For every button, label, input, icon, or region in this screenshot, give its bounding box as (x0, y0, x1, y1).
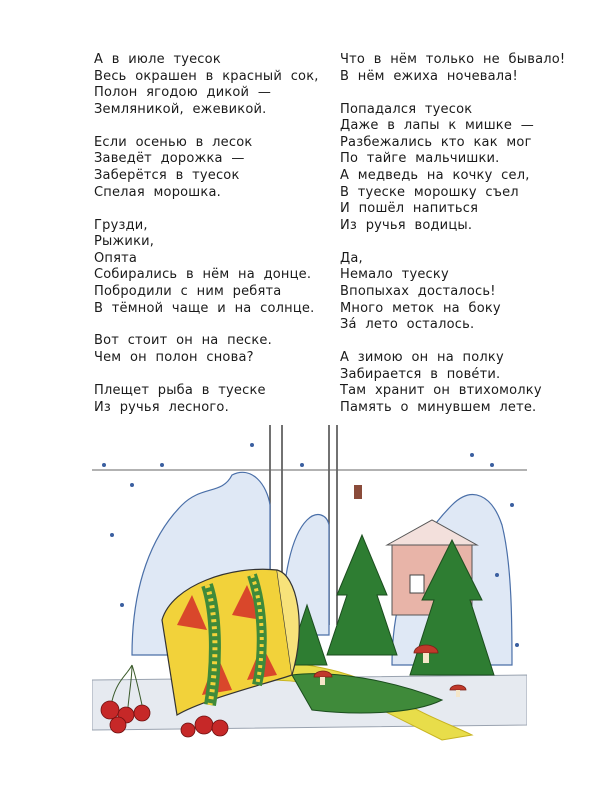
poem-line: Память о минувшем лете. (340, 399, 537, 415)
stanza (94, 135, 314, 201)
poem-column-right (340, 52, 566, 433)
stanza (340, 251, 560, 334)
poem-line: Собирались в нём на донце. (94, 267, 312, 283)
poem-line: Много меток на боку (340, 300, 501, 316)
poem-line: Заберётся в туесок (94, 167, 240, 183)
poem-column-left (94, 52, 319, 433)
poem-line: Немало туеску (340, 267, 449, 283)
poem-line: Даже в лапы к мишке — (340, 118, 534, 134)
stanza (340, 350, 560, 416)
poem-line: Земляникой, ежевикой. (94, 101, 267, 117)
poem-line: За́ лето осталось. (340, 317, 475, 333)
poem-line: Весь окрашен в красный сок, (94, 68, 319, 84)
tuesok-illustration (92, 425, 527, 750)
poem-line: По тайге мальчишки. (340, 151, 500, 167)
poem-line: В тёмной чаще и на солнце. (94, 300, 315, 316)
stanza (94, 333, 314, 366)
poem-line: И пошёл напиться (340, 201, 479, 217)
stanza (94, 218, 314, 318)
poem-line: Заведёт дорожка — (94, 151, 245, 167)
poem-line: Впопыхах досталось! (340, 283, 496, 299)
poem-line: Полон ягодою дикой — (94, 85, 272, 101)
poem-line: Там хранит он втихомолку (340, 383, 542, 399)
poem-line: Побродили с ним ребята (94, 283, 282, 299)
poem-line: Плещет рыба в туеске (94, 383, 266, 399)
stanza (340, 102, 560, 235)
poem-line: Что в нём только не бывало! (340, 52, 566, 67)
poem-line: Опята (94, 250, 138, 266)
poem-line: Чем он полон снова? (94, 350, 254, 366)
poem-line: Грузди, (94, 217, 148, 233)
poem-line: Из ручья лесного. (94, 399, 229, 415)
poem-line: Попадался туесок (340, 101, 473, 117)
poem-line: Рыжики, (94, 234, 155, 250)
poem-line: Забирается в пове́ти. (340, 366, 501, 382)
poem-line: А зимою он на полку (340, 350, 504, 366)
stanza (94, 52, 319, 118)
poem-line: Разбежались кто как мог (340, 134, 532, 150)
poem-line: В нём ежиха ночевала! (340, 68, 518, 84)
stanza (94, 383, 314, 416)
poem-line: Из ручья водицы. (340, 217, 473, 233)
poem-line: Да, (340, 250, 363, 266)
poem-line: А в июле туесок (94, 52, 221, 67)
poem-line: В туеске морошку съел (340, 184, 519, 200)
poem-line: А медведь на кочку сел, (340, 167, 530, 183)
stanza (340, 52, 566, 85)
poem-line: Спелая морошка. (94, 184, 221, 200)
poem-line: Вот стоит он на песке. (94, 333, 272, 349)
poem-line: Если осенью в лесок (94, 134, 253, 150)
